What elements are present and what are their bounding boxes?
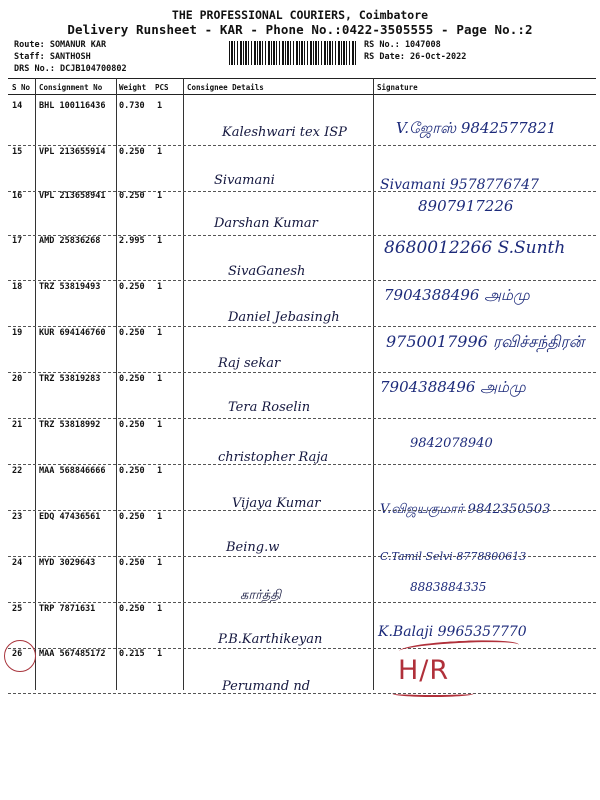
staff-label: Staff: SANTHOSH (14, 52, 91, 62)
row-separator (8, 602, 596, 603)
row-sno: 22 (12, 466, 23, 476)
row-weight: 0.250 (119, 420, 145, 430)
header-bottom-border (8, 94, 596, 95)
row-signature-handwritten: H/R (398, 655, 450, 686)
row-signature-handwritten: Sivamani 9578776747 (380, 177, 539, 193)
row-consignee-handwritten: SivaGanesh (228, 264, 306, 279)
row-weight: 0.250 (119, 604, 145, 614)
column-header-signature: Signature (377, 83, 418, 92)
row-consignee-handwritten: christopher Raja (218, 450, 329, 465)
row-signature-handwritten: 8907917226 (418, 197, 514, 215)
hr-underline-mark (392, 690, 474, 697)
barcode (229, 41, 357, 65)
row-consignment-no: MAA 568846666 (39, 466, 106, 476)
rs-number: RS No.: 1047008 (364, 40, 441, 50)
row-weight: 0.250 (119, 147, 145, 157)
hr-stroke-mark (399, 638, 520, 658)
row-consignee-handwritten: Vijaya Kumar (232, 496, 321, 511)
row-consignee-handwritten: Perumand nd (222, 679, 311, 694)
row-consignee-handwritten: P.B.Karthikeyan (218, 632, 323, 647)
column-divider (183, 78, 184, 690)
row-sno: 17 (12, 236, 23, 246)
column-header-consignment: Consignment No (39, 83, 103, 92)
page-subtitle: Delivery Runsheet - KAR - Phone No.:0422-3505555 - Page No.:2 (67, 22, 533, 37)
row-signature-handwritten: 9750017996 ரவிச்சந்திரன் (386, 332, 585, 351)
row-weight: 0.250 (119, 191, 145, 201)
row-consignment-no: BHL 100116436 (39, 101, 106, 111)
row-sno: 14 (12, 101, 23, 111)
row-weight: 0.250 (119, 328, 145, 338)
row-separator (8, 418, 596, 419)
row-weight: 0.730 (119, 101, 145, 111)
row-separator (8, 326, 596, 327)
row-sno: 18 (12, 282, 23, 292)
row-pcs: 1 (157, 101, 163, 111)
row-pcs: 1 (157, 420, 163, 430)
row-consignment-no: TRZ 53819283 (39, 374, 101, 384)
row-pcs: 1 (157, 374, 163, 384)
row-signature-handwritten: 7904388496 அம்மு (380, 378, 526, 396)
row-pcs: 1 (157, 466, 163, 476)
row-weight: 0.215 (119, 649, 145, 659)
row-consignment-no: VPL 213658941 (39, 191, 106, 201)
row-consignment-no: TRZ 53818992 (39, 420, 101, 430)
row-consignee-handwritten: Being.w (226, 540, 280, 555)
row-separator (8, 556, 596, 557)
row-consignee-handwritten: Darshan Kumar (214, 216, 318, 231)
row-signature-handwritten: 8680012266 S.Sunth (384, 238, 566, 258)
route-label: Route: SOMANUR KAR (14, 40, 107, 50)
drs-label: DRS No.: DCJB104700802 (14, 64, 127, 74)
row-separator (8, 510, 596, 511)
row-signature-handwritten: 8883884335 (410, 580, 487, 594)
row-consignment-no: KUR 694146760 (39, 328, 106, 338)
row-pcs: 1 (157, 191, 163, 201)
row-sno: 15 (12, 147, 23, 157)
row-sno: 19 (12, 328, 23, 338)
row-consignment-no: AMD 25836268 (39, 236, 101, 246)
row-consignee-handwritten: Daniel Jebasingh (228, 310, 340, 325)
column-header-sno: S No (12, 83, 31, 92)
row-consignee-handwritten: Sivamani (214, 173, 275, 188)
row-pcs: 1 (157, 558, 163, 568)
row-sno: 20 (12, 374, 23, 384)
row-pcs: 1 (157, 649, 163, 659)
row-signature-handwritten: V.ஜோஸ் 9842577821 (396, 119, 557, 137)
row-separator (8, 280, 596, 281)
column-header-consignee: Consignee Details (187, 83, 264, 92)
row-signature-handwritten: V.விஜயகுமார் 9842350503 (380, 502, 551, 517)
row-consignment-no: MAA 567485172 (39, 649, 106, 659)
row-separator (8, 372, 596, 373)
row-consignment-no: TRZ 53819493 (39, 282, 101, 292)
row-sno: 24 (12, 558, 23, 568)
row-consignee-handwritten: கார்த்தி (240, 588, 282, 603)
row-consignment-no: TRP 7871631 (39, 604, 96, 614)
row-separator (8, 145, 596, 146)
row-sno: 16 (12, 191, 23, 201)
row-signature-handwritten: C.Tamil Selvi 8778800613 (380, 550, 527, 563)
row-consignment-no: EDQ 47436561 (39, 512, 101, 522)
row-signature-handwritten: K.Balaji 9965357770 (378, 624, 527, 640)
row-sno: 26 (12, 649, 23, 659)
column-header-weight: Weight (119, 83, 147, 92)
row-weight: 0.250 (119, 558, 145, 568)
row-signature-handwritten: 7904388496 அம்மு (384, 286, 530, 304)
row-sno: 25 (12, 604, 23, 614)
row-weight: 0.250 (119, 466, 145, 476)
row-signature-handwritten: 9842078940 (410, 436, 493, 451)
row-sno: 23 (12, 512, 23, 522)
row-26-circle-mark (4, 640, 36, 672)
column-header-pcs: PCS (155, 83, 169, 92)
row-pcs: 1 (157, 147, 163, 157)
row-consignment-no: VPL 213655914 (39, 147, 106, 157)
row-pcs: 1 (157, 328, 163, 338)
row-consignee-handwritten: Tera Roselin (228, 400, 311, 415)
row-separator (8, 693, 596, 694)
row-consignee-handwritten: Raj sekar (218, 356, 281, 371)
row-pcs: 1 (157, 282, 163, 292)
row-weight: 0.250 (119, 512, 145, 522)
row-weight: 0.250 (119, 374, 145, 384)
column-divider (373, 78, 374, 690)
row-consignee-handwritten: Kaleshwari tex ISP (222, 125, 347, 140)
row-consignment-no: MYD 3029643 (39, 558, 96, 568)
row-pcs: 1 (157, 236, 163, 246)
row-weight: 2.995 (119, 236, 145, 246)
row-pcs: 1 (157, 512, 163, 522)
row-weight: 0.250 (119, 282, 145, 292)
row-pcs: 1 (157, 604, 163, 614)
page-title: THE PROFESSIONAL COURIERS, Coimbatore (171, 8, 429, 22)
table-top-border (8, 78, 596, 79)
row-sno: 21 (12, 420, 23, 430)
column-divider (116, 78, 117, 690)
column-divider (35, 78, 36, 690)
rs-date: RS Date: 26-Oct-2022 (364, 52, 467, 62)
row-separator (8, 464, 596, 465)
